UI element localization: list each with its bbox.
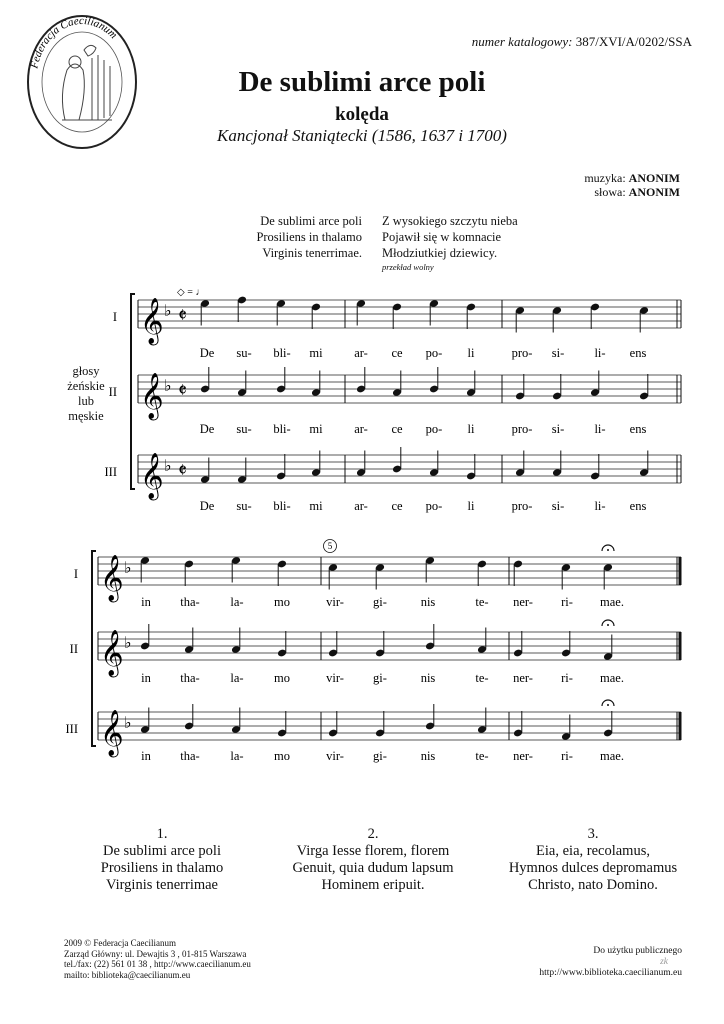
lyric-syllable: ce <box>391 422 403 436</box>
lyric-syllable: tha- <box>180 595 200 609</box>
lyric-syllable: su- <box>236 499 252 513</box>
lyric-syllable: li- <box>594 346 606 360</box>
lyric-syllable: mi <box>309 346 323 360</box>
footer-line: tel./fax: (22) 561 01 38 , http://www.caecilianum.eu <box>64 959 251 969</box>
lyric-syllable: li- <box>594 499 606 513</box>
lyric-syllable: mi <box>309 499 323 513</box>
footer-line: mailto: biblioteka@caecilianum.eu <box>64 969 191 980</box>
voice-label: I <box>73 567 78 581</box>
verse-number: 1. <box>156 826 168 842</box>
tempo-mark: ◇ = ♩ <box>177 287 206 298</box>
lyric-syllable: gi- <box>373 749 387 763</box>
lyric-syllable: mae. <box>600 671 624 685</box>
lyric-syllable: ens <box>629 499 647 513</box>
lyric-syllable: De <box>199 422 215 436</box>
flat-sign: ♭ <box>124 633 132 652</box>
flat-sign: ♭ <box>164 456 172 475</box>
lyric-syllable: si- <box>551 499 565 513</box>
voice-label: III <box>104 465 117 479</box>
library-url[interactable]: http://www.biblioteka.caecilianum.eu <box>539 968 682 978</box>
lyric-syllable: li <box>467 346 475 360</box>
treble-clef: 𝄞 <box>140 453 164 499</box>
words-label: słowa: <box>594 185 626 199</box>
verse-line: Christo, nato Domino. <box>528 877 658 893</box>
voice-label: II <box>108 385 117 399</box>
lyric-syllable: ri- <box>561 671 573 685</box>
lyric-syllable: ce <box>391 499 403 513</box>
treble-clef: 𝄞 <box>100 710 124 756</box>
voices-note-line: lub <box>78 394 94 408</box>
music-label: muzyka: <box>584 171 626 185</box>
lyric-syllable: ri- <box>561 595 573 609</box>
lyric-syllable: po- <box>425 499 443 513</box>
lyric-syllable: De <box>199 499 215 513</box>
verse-1 <box>57 826 267 894</box>
lyric-syllable: nis <box>420 749 436 763</box>
intro-latin-line: Virginis tenerrimae. <box>262 246 362 260</box>
time-signature: 𝄵 <box>178 378 187 402</box>
lyric-syllable: pro- <box>511 499 533 513</box>
verse-number: 2. <box>367 826 379 842</box>
page-title: De sublimi arce poli <box>238 66 486 98</box>
lyric-syllable: mi <box>309 422 323 436</box>
catalog-label: numer katalogowy: <box>471 34 573 49</box>
lyric-syllable: nis <box>420 595 436 609</box>
verse-3 <box>488 826 698 894</box>
verse-line: Hymnos dulces depromamus <box>508 860 678 876</box>
lyric-syllable: vir- <box>326 749 344 763</box>
verse-number: 3. <box>587 826 599 842</box>
verse-line: Prosiliens in thalamo <box>100 860 224 876</box>
lyric-syllable: su- <box>236 346 252 360</box>
lyric-syllable: la- <box>230 595 244 609</box>
intro-polish-line: Z wysokiego szczytu nieba <box>382 214 518 228</box>
lyric-syllable: te- <box>475 671 489 685</box>
lyric-syllable: pro- <box>511 346 533 360</box>
footer-line: Zarząd Główny: ul. Dewajtis 3 , 01-815 Warszawa <box>64 948 247 959</box>
verse-line: De sublimi arce poli <box>103 843 221 859</box>
lyric-syllable: su- <box>236 422 252 436</box>
lyric-syllable: tha- <box>180 671 200 685</box>
lyric-syllable: bli- <box>273 422 291 436</box>
lyric-syllable: ce <box>391 346 403 360</box>
treble-clef: 𝄞 <box>100 630 124 676</box>
lyric-syllable: ner- <box>513 749 533 763</box>
lyric-syllable: te- <box>475 749 489 763</box>
lyric-syllable: ar- <box>354 346 368 360</box>
flat-sign: ♭ <box>164 376 172 395</box>
music-value: ANONIM <box>628 171 680 185</box>
system-bracket <box>131 294 135 489</box>
lyric-syllable: la- <box>230 671 244 685</box>
lyric-syllable: si- <box>551 346 565 360</box>
lyric-syllable: te- <box>475 595 489 609</box>
lyric-syllable: in <box>141 671 151 685</box>
footer-left <box>64 938 251 980</box>
verse-2 <box>268 826 478 894</box>
voice-label: II <box>69 642 78 656</box>
lyric-syllable: po- <box>425 422 443 436</box>
voice-label: I <box>112 310 117 324</box>
lyric-syllable: mo <box>274 671 290 685</box>
treble-clef: 𝄞 <box>140 298 164 344</box>
lyric-syllable: ner- <box>513 595 533 609</box>
verse-line: Virga Iesse florem, florem <box>296 843 450 859</box>
lyric-syllable: De <box>199 346 215 360</box>
lyric-syllable: pro- <box>511 422 533 436</box>
lyric-syllable: si- <box>551 422 565 436</box>
lyric-syllable: ens <box>629 422 647 436</box>
lyric-syllable: li- <box>594 422 606 436</box>
lyric-syllable: ar- <box>354 422 368 436</box>
lyric-syllable: ar- <box>354 499 368 513</box>
words-value: ANONIM <box>628 185 680 199</box>
intro-polish-line: Młodziutkiej dziewicy. <box>382 246 498 260</box>
lyric-syllable: li <box>467 499 475 513</box>
lyric-syllable: in <box>141 749 151 763</box>
lyric-syllable: vir- <box>326 595 344 609</box>
translation-note: przekład wolny <box>382 262 434 272</box>
intro-polish-line: Pojawił się w komnacie <box>382 230 502 244</box>
verse-line: Hominem eripuit. <box>321 877 425 893</box>
time-signature: 𝄵 <box>178 458 187 482</box>
fermata-dot <box>607 549 609 551</box>
signature: zk <box>660 957 668 967</box>
lyric-syllable: ens <box>629 346 647 360</box>
treble-clef: 𝄞 <box>100 555 124 601</box>
lyric-syllable: tha- <box>180 749 200 763</box>
lyric-syllable: ri- <box>561 749 573 763</box>
lyric-syllable: gi- <box>373 595 387 609</box>
verse-line: Eia, eia, recolamus, <box>536 843 650 859</box>
source-note: Kancjonał Staniątecki (1586, 1637 i 1700) <box>217 126 507 145</box>
lyric-syllable: mo <box>274 595 290 609</box>
lyric-syllable: mae. <box>600 749 624 763</box>
svg-text:Federacja Caecilianum: Federacja Caecilianum <box>28 14 120 70</box>
lyric-syllable: po- <box>425 346 443 360</box>
intro-latin-line: Prosiliens in thalamo <box>256 230 362 244</box>
fermata-dot <box>607 704 609 706</box>
footer-right <box>539 946 682 979</box>
catalog-value: 387/XVI/A/0202/SSA <box>575 34 692 49</box>
verse-line: Genuit, quia dudum lapsum <box>292 860 454 876</box>
intro-latin-line: De sublimi arce poli <box>260 214 362 228</box>
flat-sign: ♭ <box>164 301 172 320</box>
lyric-syllable: mo <box>274 749 290 763</box>
voices-note-line: żeńskie <box>67 379 105 393</box>
lyric-syllable: nis <box>420 671 436 685</box>
time-signature: 𝄵 <box>178 303 187 327</box>
public-use-note: Do użytku publicznego <box>593 946 682 956</box>
fermata-dot <box>607 624 609 626</box>
flat-sign: ♭ <box>124 558 132 577</box>
voices-note-line: męskie <box>68 409 104 423</box>
lyric-syllable: bli- <box>273 346 291 360</box>
lyric-syllable: ner- <box>513 671 533 685</box>
flat-sign: ♭ <box>124 713 132 732</box>
measure-number: 5 <box>327 541 333 551</box>
voices-note-line: głosy <box>72 364 100 378</box>
verse-line: Virginis tenerrimae <box>105 877 218 893</box>
lyric-syllable: bli- <box>273 499 291 513</box>
page-subtitle: kolęda <box>335 104 389 125</box>
lyric-syllable: mae. <box>600 595 624 609</box>
lyric-syllable: li <box>467 422 475 436</box>
lyric-syllable: vir- <box>326 671 344 685</box>
voice-label: III <box>65 722 78 736</box>
lyric-syllable: la- <box>230 749 244 763</box>
treble-clef: 𝄞 <box>140 373 164 419</box>
lyric-syllable: in <box>141 595 151 609</box>
lyric-syllable: gi- <box>373 671 387 685</box>
system-bracket <box>92 551 96 746</box>
footer-line: 2009 © Federacja Caecilianum <box>64 938 177 948</box>
